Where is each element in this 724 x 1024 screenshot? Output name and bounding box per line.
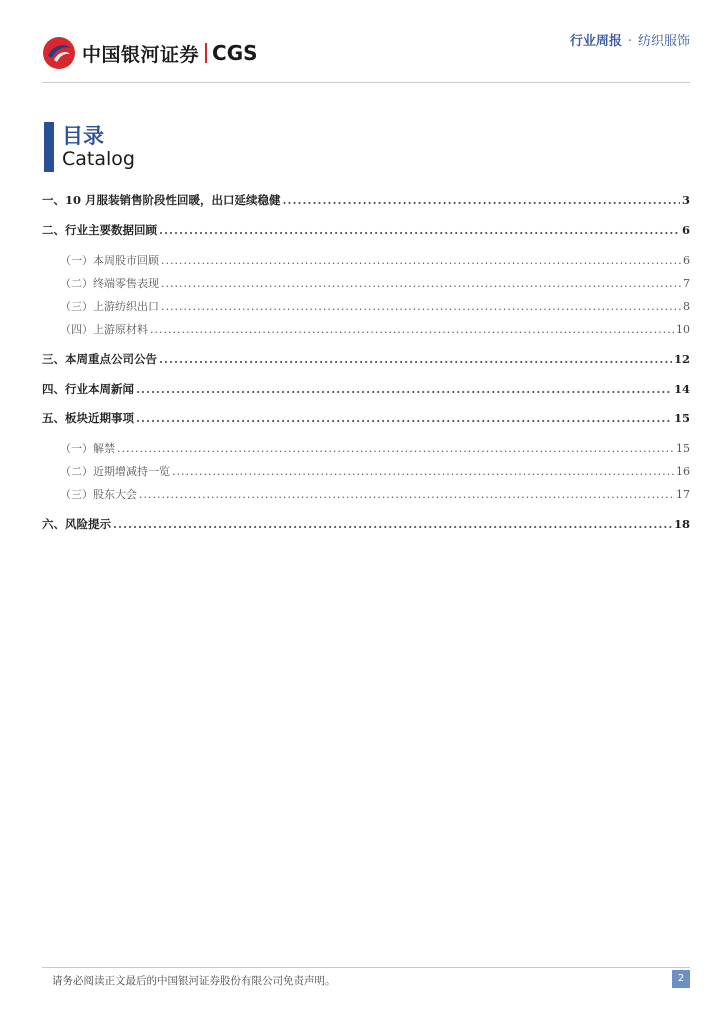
- toc-page-number: 6: [681, 223, 690, 237]
- toc-entry[interactable]: [42, 410, 690, 426]
- toc-subentry[interactable]: [42, 486, 690, 502]
- toc-subentry[interactable]: [42, 298, 690, 314]
- toc-number: （二）: [60, 277, 93, 290]
- catalog-accent-bar: [44, 122, 54, 172]
- toc-subentry[interactable]: [42, 463, 690, 479]
- toc-leader: [161, 254, 681, 267]
- toc-leader: [161, 277, 681, 290]
- toc-title: 终端零售表现: [93, 277, 159, 290]
- report-category: [570, 30, 690, 49]
- toc-number: 二、: [42, 223, 65, 237]
- toc-number: 三、: [42, 352, 65, 366]
- toc-entry[interactable]: [42, 381, 690, 397]
- toc-title: 风险提示: [65, 517, 111, 531]
- toc-entry[interactable]: [42, 222, 690, 238]
- toc-subentry[interactable]: [42, 252, 690, 268]
- toc-leader: [159, 352, 672, 366]
- toc-leader: [136, 411, 672, 425]
- toc-title: 行业主要数据回顾: [65, 223, 157, 237]
- page-header: [0, 0, 724, 90]
- toc-entry[interactable]: [42, 516, 690, 532]
- toc-number: 一、: [42, 193, 65, 207]
- toc-number: （三）: [60, 488, 93, 501]
- toc-leader: [136, 382, 672, 396]
- toc-title: 股东大会: [93, 488, 137, 501]
- toc-leader: [139, 488, 674, 501]
- toc-title: 本周重点公司公告: [65, 352, 157, 366]
- toc-leader: [172, 465, 674, 478]
- toc-page-number: 7: [683, 277, 690, 290]
- toc-title: 板块近期事项: [65, 411, 134, 425]
- toc-number: （三）: [60, 300, 93, 313]
- toc-number: 五、: [42, 411, 65, 425]
- catalog-title-chinese: 目录: [62, 124, 104, 148]
- report-type-label: 行业周报: [569, 34, 622, 49]
- footer-divider: [42, 967, 690, 968]
- toc-page-number: 16: [676, 465, 690, 478]
- toc-leader: [150, 323, 674, 336]
- toc-number: 六、: [42, 517, 65, 531]
- toc-title: 上游原材料: [93, 323, 148, 336]
- toc-title: 上游纺织出口: [93, 300, 159, 313]
- toc-title: 行业本周新闻: [65, 382, 134, 396]
- logo-english-text: CGS: [212, 41, 258, 65]
- toc-page-number: 6: [683, 254, 690, 267]
- toc-title: 解禁: [93, 442, 115, 455]
- toc-title: 10 月服装销售阶段性回暖，出口延续稳健: [65, 193, 281, 207]
- sector-label: 纺织服饰: [637, 34, 690, 49]
- toc-leader: [283, 193, 680, 207]
- header-separator: ·: [627, 34, 632, 49]
- toc-title: 本周股市回顾: [93, 254, 159, 267]
- toc-leader: [117, 442, 674, 455]
- toc-page-number: 17: [676, 488, 690, 501]
- brand-logo: [42, 36, 258, 70]
- toc-page-number: 14: [673, 382, 690, 396]
- toc-page-number: 3: [681, 193, 690, 207]
- toc-number: （一）: [60, 442, 93, 455]
- toc-leader: [161, 300, 681, 313]
- toc-number: 四、: [42, 382, 65, 396]
- toc-leader: [113, 517, 672, 531]
- catalog-title-english: Catalog: [62, 148, 135, 170]
- toc-page-number: 15: [676, 442, 690, 455]
- toc-subentry[interactable]: [42, 321, 690, 337]
- toc-subentry[interactable]: [42, 440, 690, 456]
- toc-page-number: 10: [676, 323, 690, 336]
- toc-leader: [159, 223, 680, 237]
- toc-page-number: 18: [673, 517, 690, 531]
- toc-entry[interactable]: [42, 192, 690, 208]
- toc-entry[interactable]: [42, 351, 690, 367]
- logo-divider: [205, 43, 207, 63]
- toc-subentry[interactable]: [42, 275, 690, 291]
- galaxy-logo-icon: [42, 36, 76, 70]
- toc-number: （一）: [60, 254, 93, 267]
- toc-page-number: 15: [673, 411, 690, 425]
- toc-page-number: 8: [683, 300, 690, 313]
- toc-number: （四）: [60, 323, 93, 336]
- page-number-badge: 2: [672, 970, 690, 988]
- toc-number: （二）: [60, 465, 93, 478]
- toc-title: 近期增减持一览: [93, 465, 170, 478]
- toc-page-number: 12: [673, 352, 690, 366]
- header-divider: [42, 82, 690, 83]
- logo-chinese-text: 中国银河证券: [82, 43, 200, 66]
- disclaimer-text: 请务必阅读正文最后的中国银河证券股份有限公司免责声明。: [52, 975, 336, 987]
